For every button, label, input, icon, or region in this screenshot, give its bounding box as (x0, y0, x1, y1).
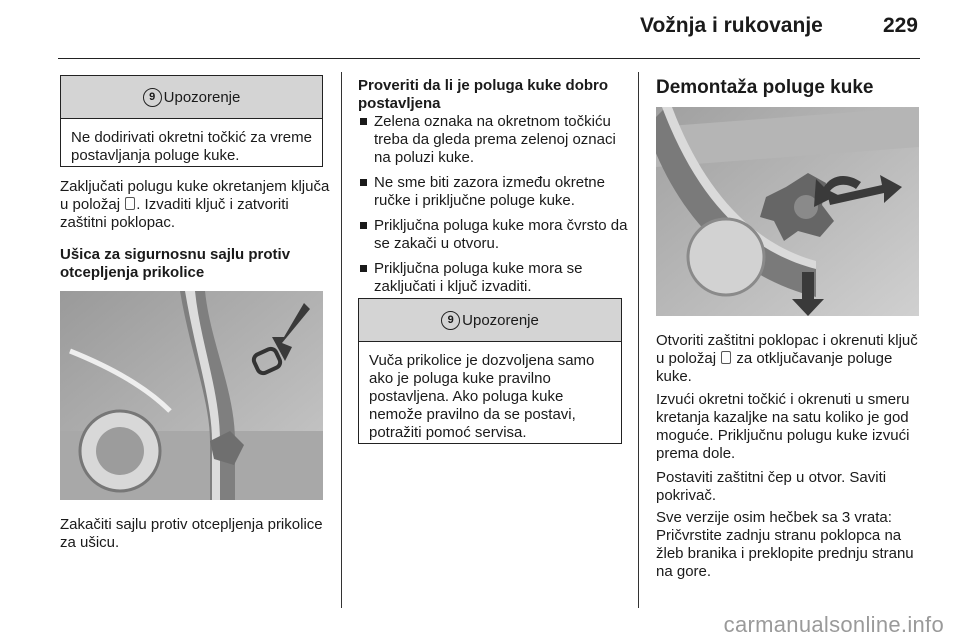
caption-attach-cable: Zakačiti sajlu protiv otcepljenja prikolice za ušicu. (60, 516, 323, 551)
bullet-square-icon (360, 265, 367, 272)
lock-key-icon (125, 197, 135, 210)
page-number: 229 (882, 14, 918, 37)
column-divider-1 (341, 72, 342, 608)
warning-title: Upozorenje (163, 88, 241, 106)
list-item: Zelena oznaka na okretnom točkiću treba da gleda prema zelenoj oznaci na poluzi kuke. (358, 113, 628, 167)
paragraph-pull-handwheel: Izvući okretni točkić i okrenuti u smeru kretanja kazaljke na satu koliko je god moguće. Priključnu polugu kuke izvući prema dole. (656, 391, 910, 462)
warning-icon: 9 (441, 311, 460, 330)
list-item: Priključna poluga kuke mora čvrsto da se zakači u otvoru. (358, 217, 628, 253)
warning-text: Ne dodirivati okretni točkić za vreme postavljanja poluge kuke. (71, 129, 312, 164)
paragraph-variants: Sve verzije osim hečbek sa 3 vrata: Pričvrstite zadnju stranu poklopca na žleb branika i preklopite prednju stranu na gore. (656, 509, 914, 580)
bullet-square-icon (360, 118, 367, 125)
check-heading: Proveriti da li je poluga kuke dobro postavljena (358, 77, 609, 112)
check-bullet-list (358, 113, 628, 303)
watermark: carmanualsonline.info (723, 612, 944, 637)
warning-icon: 9 (143, 88, 162, 107)
photo-safety-cable-eye (60, 291, 323, 500)
paragraph-unlock: Otvoriti zaštitni poklopac i okrenuti ključ u položaj za otključavanje poluge kuke. (656, 332, 918, 385)
warning-box-1 (60, 75, 323, 167)
section-title-removal: Demontaža poluge kuke (656, 77, 874, 98)
header-rule (58, 58, 920, 59)
warning-header (359, 299, 621, 342)
paragraph-lock: Zaključati polugu kuke okretanjem ključa u položaj . Izvaditi ključ i zatvoriti zaštitni poklopac. (60, 178, 330, 231)
column-divider-2 (638, 72, 639, 608)
bullet-square-icon (360, 179, 367, 186)
unlock-key-icon (721, 351, 731, 364)
list-item: Ne sme biti zazora između okretne ručke i priključne poluge kuke. (358, 174, 628, 210)
photo-removal (656, 107, 919, 316)
warning-title: Upozorenje (462, 311, 539, 329)
list-item: Priključna poluga kuke mora se zaključati i ključ izvaditi. (358, 260, 628, 296)
page-header-title: Vožnja i rukovanje (640, 14, 823, 37)
warning-text: Vuča prikolice je dozvoljena samo ako je poluga kuke pravilno postavljena. Ako poluga kuke nemože pravilno da se postavi, potražiti pomoć servisa. (369, 352, 595, 441)
paragraph-protective-cap: Postaviti zaštitni čep u otvor. Saviti pokrivač. (656, 469, 887, 504)
subheading-safety-cable-eye: Ušica za sigurnosnu sajlu protiv otcepljenja prikolice (60, 246, 291, 281)
warning-header (61, 76, 322, 119)
bullet-square-icon (360, 222, 367, 229)
warning-box-2 (358, 298, 622, 444)
